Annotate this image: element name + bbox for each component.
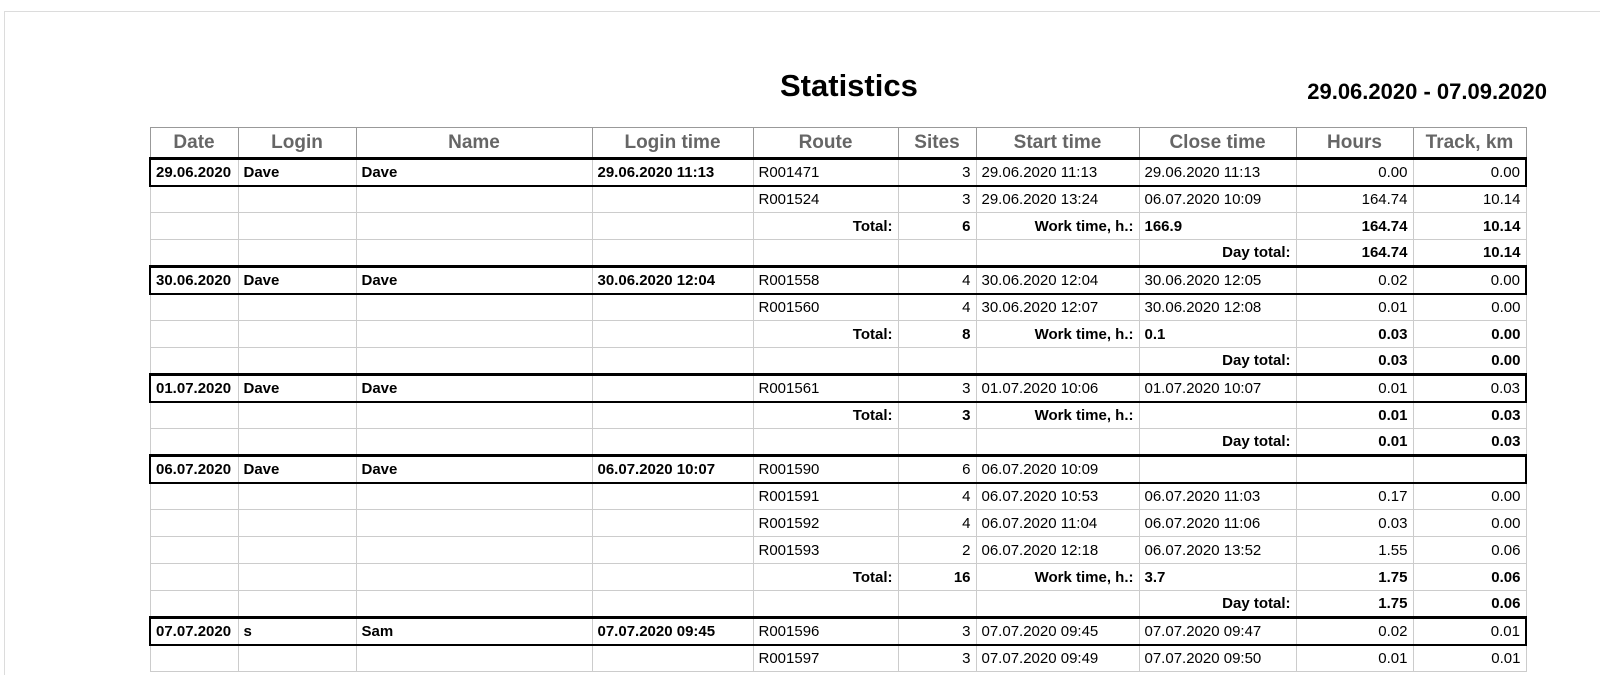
column-header-login-time: Login time — [592, 128, 753, 159]
table-cell: 3 — [898, 645, 976, 672]
table-cell: 4 — [898, 510, 976, 537]
table-cell: 06.07.2020 11:06 — [1139, 510, 1296, 537]
table-cell: 10.14 — [1413, 240, 1526, 267]
table-cell — [592, 564, 753, 591]
table-cell: 10.14 — [1413, 213, 1526, 240]
table-cell — [238, 537, 356, 564]
table-cell: R001593 — [753, 537, 898, 564]
table-cell: Dave — [238, 456, 356, 483]
table-cell: 07.07.2020 09:45 — [592, 618, 753, 645]
table-cell — [753, 348, 898, 375]
table-cell: 0.01 — [1296, 645, 1413, 672]
table-cell — [898, 240, 976, 267]
table-cell: 0.03 — [1413, 375, 1526, 402]
table-cell: 4 — [898, 267, 976, 294]
table-cell: 01.07.2020 10:07 — [1139, 375, 1296, 402]
route-row — [150, 510, 1526, 537]
table-cell — [976, 348, 1139, 375]
route-row — [150, 645, 1526, 672]
column-header-sites: Sites — [898, 128, 976, 159]
table-cell: 16 — [898, 564, 976, 591]
table-cell: Dave — [238, 159, 356, 186]
table-cell — [592, 375, 753, 402]
table-cell — [592, 591, 753, 618]
table-cell: 6 — [898, 456, 976, 483]
table-cell: R001471 — [753, 159, 898, 186]
table-cell: 4 — [898, 483, 976, 510]
table-cell: Day total: — [1139, 348, 1296, 375]
table-cell — [150, 402, 238, 429]
table-cell — [356, 564, 592, 591]
table-cell: Work time, h.: — [976, 402, 1139, 429]
table-cell: Dave — [356, 159, 592, 186]
table-cell: 07.07.2020 09:45 — [976, 618, 1139, 645]
table-cell: 10.14 — [1413, 186, 1526, 213]
table-cell: Dave — [238, 267, 356, 294]
table-cell — [150, 645, 238, 672]
report-period: 29.06.2020 - 07.09.2020 — [1307, 79, 1547, 104]
table-cell — [238, 294, 356, 321]
table-cell: Work time, h.: — [976, 564, 1139, 591]
total-row — [150, 213, 1526, 240]
table-cell: 06.07.2020 11:04 — [976, 510, 1139, 537]
table-cell — [356, 483, 592, 510]
table-cell — [238, 429, 356, 456]
table-cell: 166.9 — [1139, 213, 1296, 240]
table-cell: 29.06.2020 — [150, 159, 238, 186]
table-cell: 06.07.2020 — [150, 456, 238, 483]
total-row — [150, 321, 1526, 348]
table-cell — [356, 348, 592, 375]
table-cell — [150, 591, 238, 618]
table-cell — [592, 510, 753, 537]
table-cell: 06.07.2020 10:09 — [1139, 186, 1296, 213]
report-title: Statistics — [780, 68, 918, 103]
table-cell — [356, 402, 592, 429]
table-cell — [238, 591, 356, 618]
table-cell: 30.06.2020 12:04 — [592, 267, 753, 294]
column-header-route: Route — [753, 128, 898, 159]
column-header-login: Login — [238, 128, 356, 159]
table-cell: 0.03 — [1296, 321, 1413, 348]
table-cell: 4 — [898, 294, 976, 321]
table-cell — [150, 564, 238, 591]
table-cell: 3 — [898, 618, 976, 645]
table-cell — [238, 510, 356, 537]
table-cell — [150, 537, 238, 564]
table-cell: 0.03 — [1413, 429, 1526, 456]
table-cell: 3 — [898, 186, 976, 213]
table-cell: 29.06.2020 11:13 — [976, 159, 1139, 186]
day-row — [150, 159, 1526, 186]
table-cell: Day total: — [1139, 240, 1296, 267]
table-cell — [356, 591, 592, 618]
table-cell: 1.75 — [1296, 591, 1413, 618]
table-cell — [592, 402, 753, 429]
table-cell: Total: — [753, 564, 898, 591]
table-cell: 3 — [898, 375, 976, 402]
table-cell: 0.01 — [1296, 294, 1413, 321]
day-total-row — [150, 348, 1526, 375]
table-cell — [1139, 402, 1296, 429]
table-cell: 29.06.2020 11:13 — [592, 159, 753, 186]
day-row — [150, 375, 1526, 402]
table-cell: 2 — [898, 537, 976, 564]
table-cell — [976, 591, 1139, 618]
table-cell: 1.75 — [1296, 564, 1413, 591]
column-header-track-km: Track, km — [1413, 128, 1526, 159]
table-cell — [592, 537, 753, 564]
statistics-table — [149, 127, 1527, 672]
table-cell: 06.07.2020 10:07 — [592, 456, 753, 483]
table-cell — [356, 537, 592, 564]
table-cell: 07.07.2020 — [150, 618, 238, 645]
table-cell — [150, 186, 238, 213]
table-cell — [238, 645, 356, 672]
table-cell: 0.02 — [1296, 267, 1413, 294]
total-row — [150, 402, 1526, 429]
table-cell — [238, 483, 356, 510]
table-cell: Total: — [753, 213, 898, 240]
table-cell — [592, 429, 753, 456]
table-cell — [1139, 456, 1296, 483]
table-cell — [150, 348, 238, 375]
table-body — [150, 159, 1526, 672]
table-cell — [898, 348, 976, 375]
table-cell: Dave — [356, 375, 592, 402]
table-cell: Day total: — [1139, 429, 1296, 456]
table-cell — [238, 348, 356, 375]
table-cell — [238, 240, 356, 267]
table-cell — [976, 429, 1139, 456]
table-cell: 01.07.2020 — [150, 375, 238, 402]
table-cell — [150, 294, 238, 321]
table-cell: R001590 — [753, 456, 898, 483]
table-cell — [356, 294, 592, 321]
table-cell: 164.74 — [1296, 213, 1413, 240]
table-cell — [150, 240, 238, 267]
table-cell: 07.07.2020 09:49 — [976, 645, 1139, 672]
table-cell — [150, 510, 238, 537]
table-cell: 0.17 — [1296, 483, 1413, 510]
table-cell: 1.55 — [1296, 537, 1413, 564]
table-cell — [238, 213, 356, 240]
table-cell: 0.00 — [1413, 294, 1526, 321]
route-row — [150, 294, 1526, 321]
table-cell: 0.00 — [1413, 267, 1526, 294]
table-cell — [753, 591, 898, 618]
table-cell — [592, 186, 753, 213]
table-cell — [592, 240, 753, 267]
day-row — [150, 267, 1526, 294]
table-cell: R001558 — [753, 267, 898, 294]
table-cell: R001591 — [753, 483, 898, 510]
table-cell — [592, 645, 753, 672]
day-total-row — [150, 591, 1526, 618]
table-cell: 06.07.2020 12:18 — [976, 537, 1139, 564]
table-cell — [356, 645, 592, 672]
table-cell — [356, 321, 592, 348]
table-cell: 0.01 — [1413, 618, 1526, 645]
table-cell: 06.07.2020 11:03 — [1139, 483, 1296, 510]
table-cell: 0.01 — [1413, 645, 1526, 672]
table-cell: 0.00 — [1413, 159, 1526, 186]
table-cell: 0.00 — [1296, 159, 1413, 186]
table-cell: 30.06.2020 12:04 — [976, 267, 1139, 294]
table-cell: 0.06 — [1413, 537, 1526, 564]
table-cell: 0.01 — [1296, 402, 1413, 429]
table-cell: 07.07.2020 09:47 — [1139, 618, 1296, 645]
table-cell: 8 — [898, 321, 976, 348]
table-cell: 0.06 — [1413, 564, 1526, 591]
table-cell: 0.00 — [1413, 321, 1526, 348]
route-row — [150, 186, 1526, 213]
table-cell: 30.06.2020 12:08 — [1139, 294, 1296, 321]
table-cell — [356, 240, 592, 267]
table-cell: 07.07.2020 09:50 — [1139, 645, 1296, 672]
total-row — [150, 564, 1526, 591]
table-cell — [753, 429, 898, 456]
column-header-name: Name — [356, 128, 592, 159]
table-cell — [898, 591, 976, 618]
table-cell: Sam — [356, 618, 592, 645]
column-header-hours: Hours — [1296, 128, 1413, 159]
table-cell — [592, 321, 753, 348]
table-cell — [356, 213, 592, 240]
day-total-row — [150, 429, 1526, 456]
day-total-row — [150, 240, 1526, 267]
table-cell: 0.00 — [1413, 483, 1526, 510]
table-cell — [238, 402, 356, 429]
day-row — [150, 618, 1526, 645]
table-cell: 0.01 — [1296, 429, 1413, 456]
table-cell: 29.06.2020 11:13 — [1139, 159, 1296, 186]
table-cell: Dave — [356, 267, 592, 294]
table-cell: R001560 — [753, 294, 898, 321]
table-cell: 0.01 — [1296, 375, 1413, 402]
table-cell: 0.03 — [1413, 402, 1526, 429]
table-cell: R001524 — [753, 186, 898, 213]
table-cell: 06.07.2020 10:53 — [976, 483, 1139, 510]
table-cell: 3 — [898, 159, 976, 186]
table-cell — [592, 348, 753, 375]
table-cell: 0.1 — [1139, 321, 1296, 348]
table-cell: 0.03 — [1296, 348, 1413, 375]
table-header-row — [150, 128, 1526, 159]
table-cell — [592, 483, 753, 510]
table-cell — [1296, 456, 1413, 483]
table-cell: 0.02 — [1296, 618, 1413, 645]
table-cell — [356, 186, 592, 213]
table-cell: 0.03 — [1296, 510, 1413, 537]
table-cell — [898, 429, 976, 456]
table-cell: 01.07.2020 10:06 — [976, 375, 1139, 402]
table-cell: 0.00 — [1413, 510, 1526, 537]
table-cell — [976, 240, 1139, 267]
table-cell: 3 — [898, 402, 976, 429]
table-cell: s — [238, 618, 356, 645]
table-cell: 30.06.2020 12:07 — [976, 294, 1139, 321]
table-cell: Day total: — [1139, 591, 1296, 618]
table-cell — [592, 294, 753, 321]
table-cell: R001592 — [753, 510, 898, 537]
table-cell: 3.7 — [1139, 564, 1296, 591]
table-cell — [150, 213, 238, 240]
table-cell: 06.07.2020 10:09 — [976, 456, 1139, 483]
table-cell: 6 — [898, 213, 976, 240]
table-cell: Work time, h.: — [976, 213, 1139, 240]
table-cell: Total: — [753, 321, 898, 348]
table-cell — [150, 429, 238, 456]
table-cell — [150, 483, 238, 510]
table-cell: Work time, h.: — [976, 321, 1139, 348]
table-cell: 30.06.2020 — [150, 267, 238, 294]
table-cell — [592, 213, 753, 240]
table-cell: 0.06 — [1413, 591, 1526, 618]
table-cell: Dave — [238, 375, 356, 402]
table-cell — [356, 429, 592, 456]
table-cell: 30.06.2020 12:05 — [1139, 267, 1296, 294]
table-cell: R001597 — [753, 645, 898, 672]
column-header-start-time: Start time — [976, 128, 1139, 159]
table-cell — [238, 564, 356, 591]
route-row — [150, 537, 1526, 564]
table-cell — [238, 186, 356, 213]
table-cell: 164.74 — [1296, 240, 1413, 267]
table-cell: R001596 — [753, 618, 898, 645]
table-cell: R001561 — [753, 375, 898, 402]
table-cell — [753, 240, 898, 267]
day-row — [150, 456, 1526, 483]
table-cell — [150, 321, 238, 348]
table-cell — [1413, 456, 1526, 483]
column-header-close-time: Close time — [1139, 128, 1296, 159]
table-cell: 0.00 — [1413, 348, 1526, 375]
table-cell — [238, 321, 356, 348]
table-cell: 29.06.2020 13:24 — [976, 186, 1139, 213]
route-row — [150, 483, 1526, 510]
table-cell — [356, 510, 592, 537]
table-cell: 164.74 — [1296, 186, 1413, 213]
table-cell: Total: — [753, 402, 898, 429]
table-cell: Dave — [356, 456, 592, 483]
column-header-date: Date — [150, 128, 238, 159]
table-cell: 06.07.2020 13:52 — [1139, 537, 1296, 564]
